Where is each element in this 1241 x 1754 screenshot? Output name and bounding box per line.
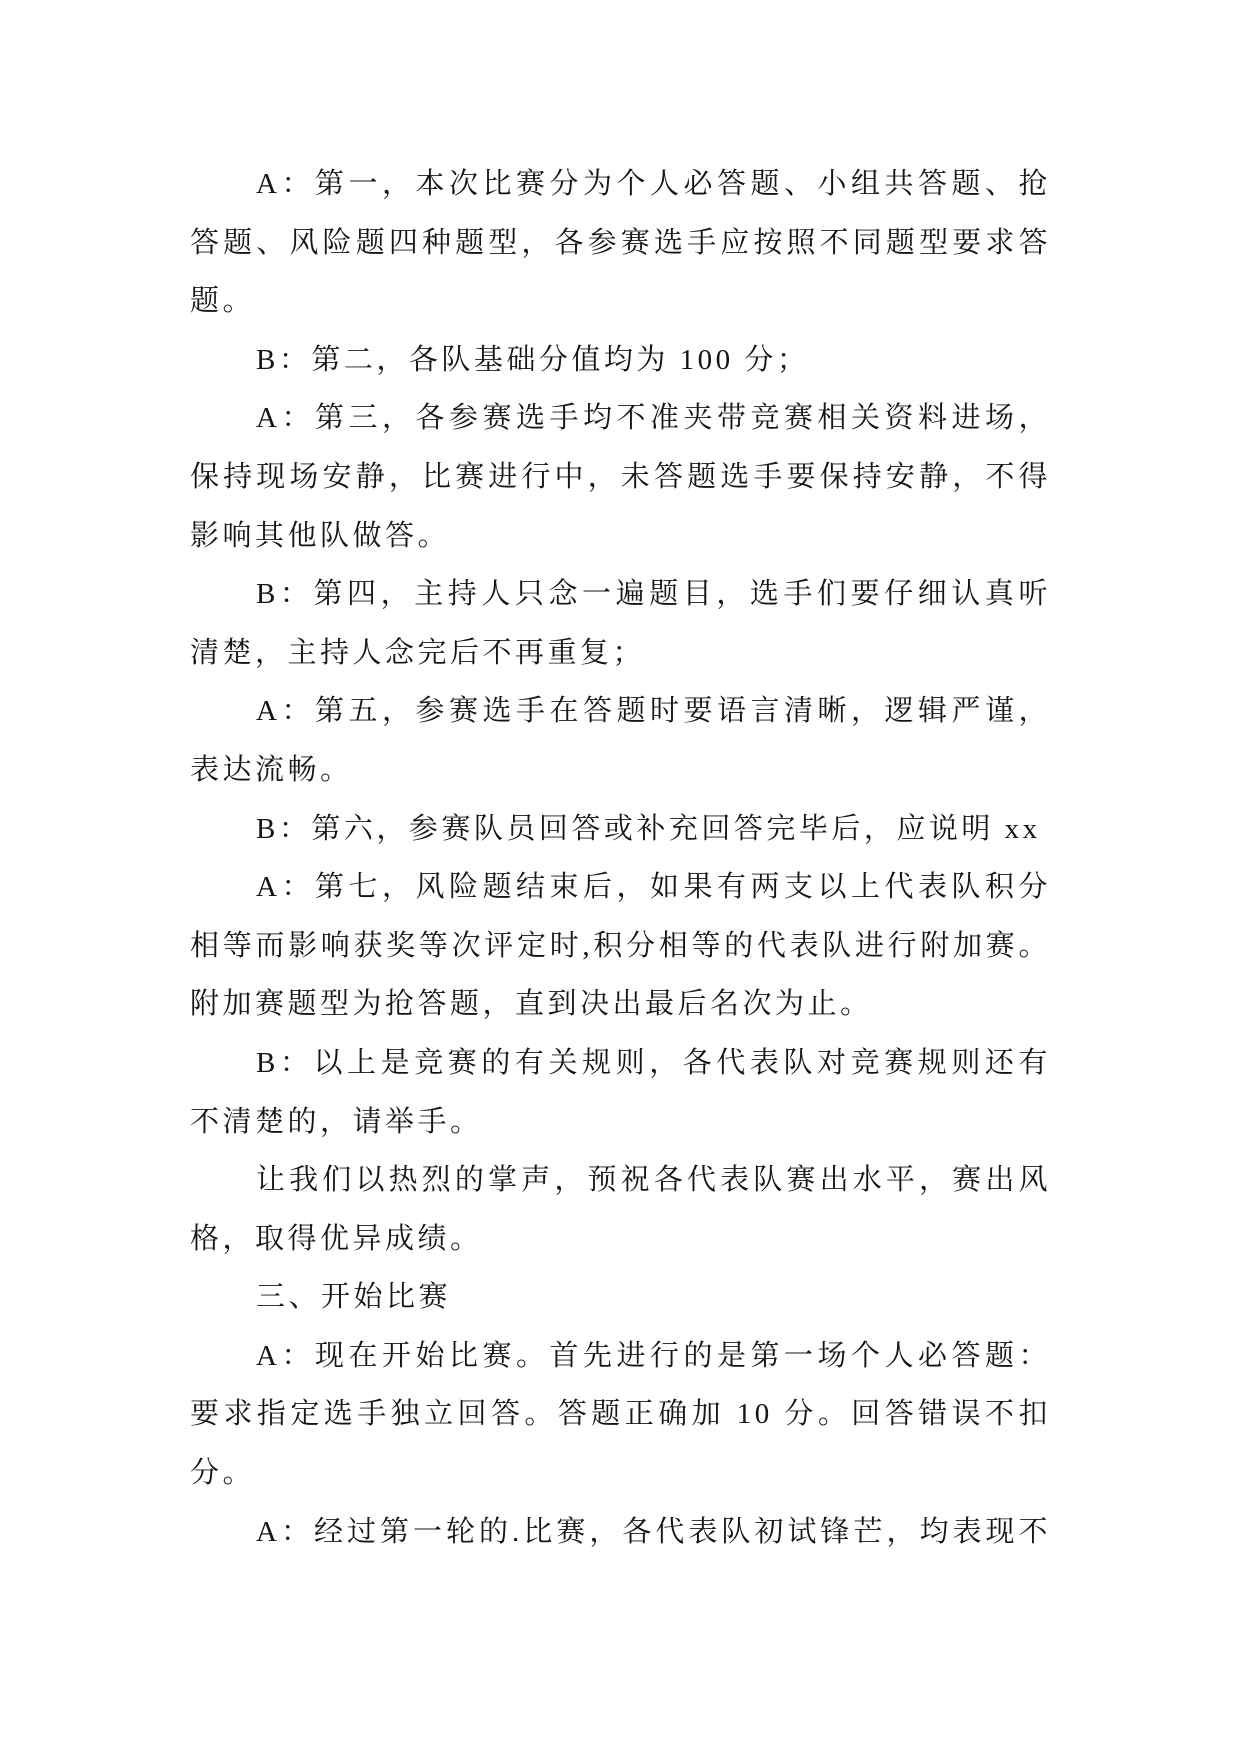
text-line: A：第七，风险题结束后，如果有两支以上代表队积分 xyxy=(256,871,1051,904)
paragraph-rule-five xyxy=(190,682,1051,799)
text-line: 表达流畅。 xyxy=(190,753,353,786)
text-line: 清楚，主持人念完后不再重复； xyxy=(190,636,646,669)
text-line: 让我们以热烈的掌声，预祝各代表队赛出水平，赛出风 xyxy=(256,1164,1051,1197)
paragraph-rules-summary xyxy=(190,1034,1051,1151)
section-heading-text: 三、开始比赛 xyxy=(256,1281,452,1314)
paragraph-after-round-one xyxy=(190,1503,1051,1562)
text-line: 保持现场安静，比赛进行中，未答题选手要保持安静，不得 xyxy=(190,460,1051,493)
paragraph-round-one xyxy=(190,1327,1051,1503)
paragraph-rule-six xyxy=(190,800,1051,859)
paragraph-rule-seven xyxy=(190,858,1051,1034)
text-line: A：经过第一轮的.比赛，各代表队初试锋芒，均表现不 xyxy=(256,1515,1051,1548)
text-line: B：第二，各队基础分值均为 100 分； xyxy=(256,343,810,376)
text-line: 题。 xyxy=(190,285,256,318)
text-line: 分。 xyxy=(190,1457,256,1490)
paragraph-rule-two xyxy=(190,331,1051,390)
paragraph-rule-four xyxy=(190,565,1051,682)
text-line: 影响其他队做答。 xyxy=(190,519,451,552)
text-line: B：第六，参赛队员回答或补充回答完毕后，应说明 xx xyxy=(256,812,1041,845)
text-line: B：以上是竞赛的有关规则，各代表队对竞赛规则还有 xyxy=(256,1046,1051,1079)
text-line: 答题、风险题四种题型，各参赛选手应按照不同题型要求答 xyxy=(190,226,1051,259)
text-line: 相等而影响获奖等次评定时,积分相等的代表队进行附加赛。 xyxy=(190,929,1051,962)
text-line: 格，取得优异成绩。 xyxy=(190,1222,483,1255)
text-line: A：第一，本次比赛分为个人必答题、小组共答题、抢 xyxy=(256,168,1051,200)
text-line: A：第五，参赛选手在答题时要语言清晰，逻辑严谨， xyxy=(256,695,1051,728)
text-line: 附加赛题型为抢答题，直到决出最后名次为止。 xyxy=(190,988,873,1021)
paragraph-rule-one xyxy=(190,155,1051,331)
text-line: 要求指定选手独立回答。答题正确加 10 分。回答错误不扣 xyxy=(190,1398,1051,1431)
text-line: A：现在开始比赛。首先进行的是第一场个人必答题： xyxy=(256,1339,1051,1372)
paragraph-rule-three xyxy=(190,389,1051,565)
paragraph-applause xyxy=(190,1151,1051,1268)
section-heading xyxy=(190,1268,1051,1327)
text-line: 不清楚的，请举手。 xyxy=(190,1105,483,1138)
text-line: B：第四，主持人只念一遍题目，选手们要仔细认真听 xyxy=(256,578,1051,611)
document-body xyxy=(190,155,1051,1561)
text-line: A：第三，各参赛选手均不准夹带竞赛相关资料进场， xyxy=(256,402,1051,435)
